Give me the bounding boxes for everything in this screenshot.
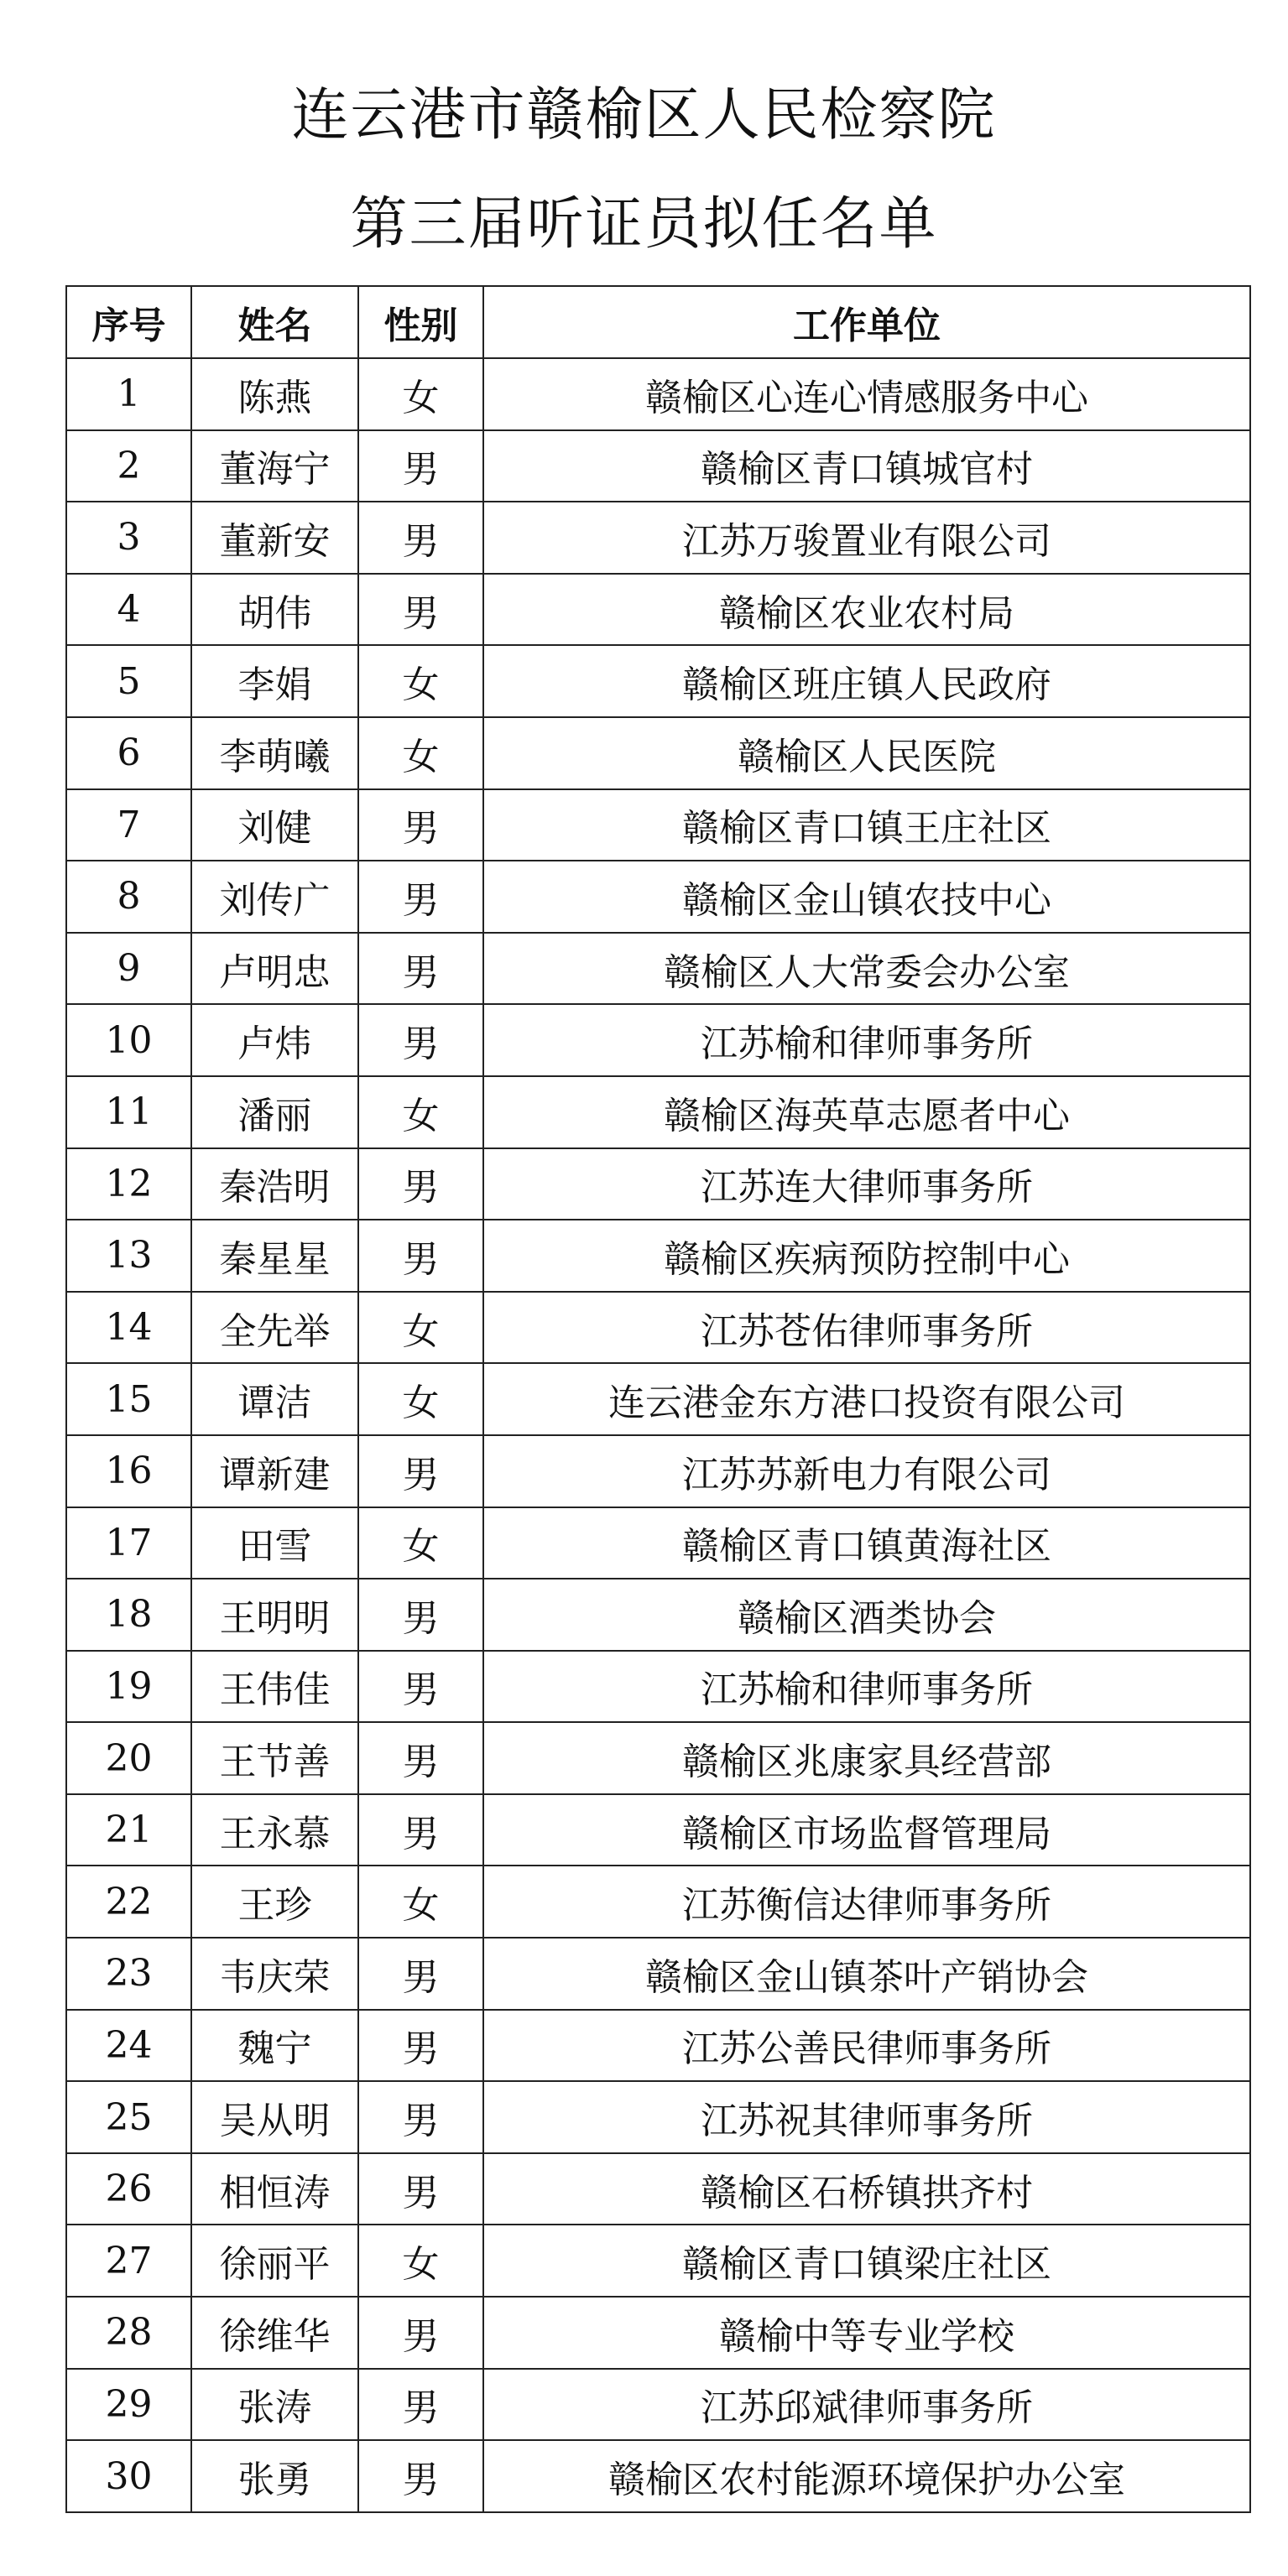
cell-unit: 江苏公善民律师事务所 — [483, 2010, 1250, 2082]
cell-name: 董海宁 — [191, 430, 358, 502]
cell-no: 25 — [66, 2081, 191, 2153]
cell-no: 11 — [66, 1076, 191, 1148]
cell-unit: 赣榆区海英草志愿者中心 — [483, 1076, 1250, 1148]
table-row — [66, 1722, 1250, 1794]
cell-gender: 男 — [358, 1220, 483, 1292]
table-row — [66, 2297, 1250, 2369]
cell-no: 24 — [66, 2010, 191, 2082]
roster-body — [66, 358, 1250, 2512]
cell-unit: 江苏苏新电力有限公司 — [483, 1435, 1250, 1507]
cell-name: 潘丽 — [191, 1076, 358, 1148]
cell-gender: 女 — [358, 1292, 483, 1364]
cell-gender: 女 — [358, 358, 483, 430]
cell-name: 王节善 — [191, 1722, 358, 1794]
cell-name: 徐丽平 — [191, 2225, 358, 2297]
cell-no: 22 — [66, 1866, 191, 1938]
cell-unit: 江苏苍佑律师事务所 — [483, 1292, 1250, 1364]
cell-unit: 赣榆区心连心情感服务中心 — [483, 358, 1250, 430]
table-row — [66, 2081, 1250, 2153]
cell-name: 李萌曦 — [191, 717, 358, 789]
table-header-row — [66, 286, 1250, 358]
table-row — [66, 861, 1250, 933]
roster-table — [65, 285, 1251, 2513]
cell-name: 胡伟 — [191, 574, 358, 646]
cell-name: 卢明忠 — [191, 933, 358, 1005]
cell-name: 张勇 — [191, 2440, 358, 2512]
table-row — [66, 645, 1250, 717]
table-row — [66, 1507, 1250, 1579]
document-title-line1: 连云港市赣榆区人民检察院 — [291, 82, 997, 148]
table-row — [66, 1363, 1250, 1435]
cell-gender: 男 — [358, 430, 483, 502]
cell-gender: 男 — [358, 861, 483, 933]
cell-name: 全先举 — [191, 1292, 358, 1364]
cell-no: 18 — [66, 1579, 191, 1651]
cell-gender: 男 — [358, 2081, 483, 2153]
cell-name: 王伟佳 — [191, 1651, 358, 1723]
cell-no: 26 — [66, 2153, 191, 2225]
cell-no: 29 — [66, 2369, 191, 2441]
cell-gender: 男 — [358, 933, 483, 1005]
cell-name: 徐维华 — [191, 2297, 358, 2369]
table-row — [66, 502, 1250, 574]
cell-unit: 江苏祝其律师事务所 — [483, 2081, 1250, 2153]
cell-unit: 赣榆区青口镇王庄社区 — [483, 789, 1250, 861]
table-row — [66, 574, 1250, 646]
cell-no: 21 — [66, 1794, 191, 1866]
cell-no: 6 — [66, 717, 191, 789]
table-row — [66, 1435, 1250, 1507]
cell-gender: 男 — [358, 2010, 483, 2082]
header-unit: 工作单位 — [483, 286, 1250, 358]
cell-gender: 男 — [358, 2440, 483, 2512]
cell-unit: 赣榆区人大常委会办公室 — [483, 933, 1250, 1005]
cell-unit: 赣榆区金山镇农技中心 — [483, 861, 1250, 933]
table-row — [66, 933, 1250, 1005]
cell-unit: 赣榆中等专业学校 — [483, 2297, 1250, 2369]
cell-gender: 女 — [358, 645, 483, 717]
cell-unit: 江苏连大律师事务所 — [483, 1148, 1250, 1220]
cell-name: 秦浩明 — [191, 1148, 358, 1220]
cell-no: 5 — [66, 645, 191, 717]
cell-no: 8 — [66, 861, 191, 933]
cell-name: 田雪 — [191, 1507, 358, 1579]
cell-no: 2 — [66, 430, 191, 502]
cell-no: 23 — [66, 1938, 191, 2010]
cell-gender: 男 — [358, 1004, 483, 1076]
cell-unit: 赣榆区金山镇茶叶产销协会 — [483, 1938, 1250, 2010]
cell-unit: 江苏万骏置业有限公司 — [483, 502, 1250, 574]
cell-unit: 赣榆区兆康家具经营部 — [483, 1722, 1250, 1794]
table-row — [66, 717, 1250, 789]
table-row — [66, 1220, 1250, 1292]
table-row — [66, 2153, 1250, 2225]
table-row — [66, 430, 1250, 502]
cell-no: 30 — [66, 2440, 191, 2512]
table-row — [66, 1292, 1250, 1364]
cell-name: 谭洁 — [191, 1363, 358, 1435]
cell-gender: 男 — [358, 789, 483, 861]
table-row — [66, 358, 1250, 430]
table-row — [66, 1076, 1250, 1148]
table-row — [66, 789, 1250, 861]
cell-name: 刘传广 — [191, 861, 358, 933]
cell-gender: 男 — [358, 574, 483, 646]
cell-unit: 赣榆区青口镇梁庄社区 — [483, 2225, 1250, 2297]
cell-unit: 连云港金东方港口投资有限公司 — [483, 1363, 1250, 1435]
cell-no: 12 — [66, 1148, 191, 1220]
cell-name: 王珍 — [191, 1866, 358, 1938]
cell-gender: 男 — [358, 1651, 483, 1723]
cell-gender: 男 — [358, 2369, 483, 2441]
cell-name: 秦星星 — [191, 1220, 358, 1292]
cell-gender: 女 — [358, 2225, 483, 2297]
cell-unit: 赣榆区酒类协会 — [483, 1579, 1250, 1651]
cell-unit: 赣榆区农业农村局 — [483, 574, 1250, 646]
cell-gender: 男 — [358, 2297, 483, 2369]
cell-unit: 赣榆区青口镇城官村 — [483, 430, 1250, 502]
table-row — [66, 2010, 1250, 2082]
table-row — [66, 2225, 1250, 2297]
table-row — [66, 2369, 1250, 2441]
cell-gender: 女 — [358, 717, 483, 789]
cell-unit: 赣榆区青口镇黄海社区 — [483, 1507, 1250, 1579]
cell-name: 韦庆荣 — [191, 1938, 358, 2010]
cell-no: 16 — [66, 1435, 191, 1507]
cell-unit: 江苏榆和律师事务所 — [483, 1004, 1250, 1076]
cell-no: 17 — [66, 1507, 191, 1579]
cell-no: 15 — [66, 1363, 191, 1435]
cell-name: 陈燕 — [191, 358, 358, 430]
cell-unit: 赣榆区班庄镇人民政府 — [483, 645, 1250, 717]
cell-no: 10 — [66, 1004, 191, 1076]
cell-unit: 江苏邱斌律师事务所 — [483, 2369, 1250, 2441]
header-gender: 性别 — [358, 286, 483, 358]
cell-name: 张涛 — [191, 2369, 358, 2441]
cell-name: 吴从明 — [191, 2081, 358, 2153]
cell-unit: 赣榆区石桥镇拱齐村 — [483, 2153, 1250, 2225]
cell-name: 董新安 — [191, 502, 358, 574]
cell-no: 27 — [66, 2225, 191, 2297]
cell-name: 相恒涛 — [191, 2153, 358, 2225]
cell-name: 谭新建 — [191, 1435, 358, 1507]
cell-no: 19 — [66, 1651, 191, 1723]
table-row — [66, 1148, 1250, 1220]
cell-no: 13 — [66, 1220, 191, 1292]
cell-unit: 赣榆区疾病预防控制中心 — [483, 1220, 1250, 1292]
cell-name: 李娟 — [191, 645, 358, 717]
table-row — [66, 1794, 1250, 1866]
cell-no: 20 — [66, 1722, 191, 1794]
table-row — [66, 2440, 1250, 2512]
cell-name: 刘健 — [191, 789, 358, 861]
cell-gender: 女 — [358, 1507, 483, 1579]
cell-gender: 男 — [358, 1148, 483, 1220]
cell-gender: 男 — [358, 1794, 483, 1866]
cell-no: 14 — [66, 1292, 191, 1364]
table-row — [66, 1579, 1250, 1651]
cell-gender: 男 — [358, 1722, 483, 1794]
cell-name: 王永慕 — [191, 1794, 358, 1866]
cell-no: 7 — [66, 789, 191, 861]
cell-gender: 男 — [358, 1579, 483, 1651]
table-row — [66, 1004, 1250, 1076]
cell-name: 魏宁 — [191, 2010, 358, 2082]
cell-name: 卢炜 — [191, 1004, 358, 1076]
cell-gender: 女 — [358, 1076, 483, 1148]
cell-unit: 江苏榆和律师事务所 — [483, 1651, 1250, 1723]
cell-no: 3 — [66, 502, 191, 574]
cell-unit: 赣榆区市场监督管理局 — [483, 1794, 1250, 1866]
table-row — [66, 1866, 1250, 1938]
document-title-line2: 第三届听证员拟任名单 — [350, 191, 938, 258]
cell-no: 9 — [66, 933, 191, 1005]
cell-no: 4 — [66, 574, 191, 646]
cell-gender: 男 — [358, 2153, 483, 2225]
cell-unit: 赣榆区人民医院 — [483, 717, 1250, 789]
header-name: 姓名 — [191, 286, 358, 358]
table-row — [66, 1938, 1250, 2010]
cell-gender: 女 — [358, 1866, 483, 1938]
cell-gender: 男 — [358, 1435, 483, 1507]
cell-no: 1 — [66, 358, 191, 430]
cell-unit: 赣榆区农村能源环境保护办公室 — [483, 2440, 1250, 2512]
cell-unit: 江苏衡信达律师事务所 — [483, 1866, 1250, 1938]
cell-name: 王明明 — [191, 1579, 358, 1651]
cell-gender: 男 — [358, 1938, 483, 2010]
cell-gender: 女 — [358, 1363, 483, 1435]
header-no: 序号 — [66, 286, 191, 358]
cell-no: 28 — [66, 2297, 191, 2369]
cell-gender: 男 — [358, 502, 483, 574]
table-row — [66, 1651, 1250, 1723]
